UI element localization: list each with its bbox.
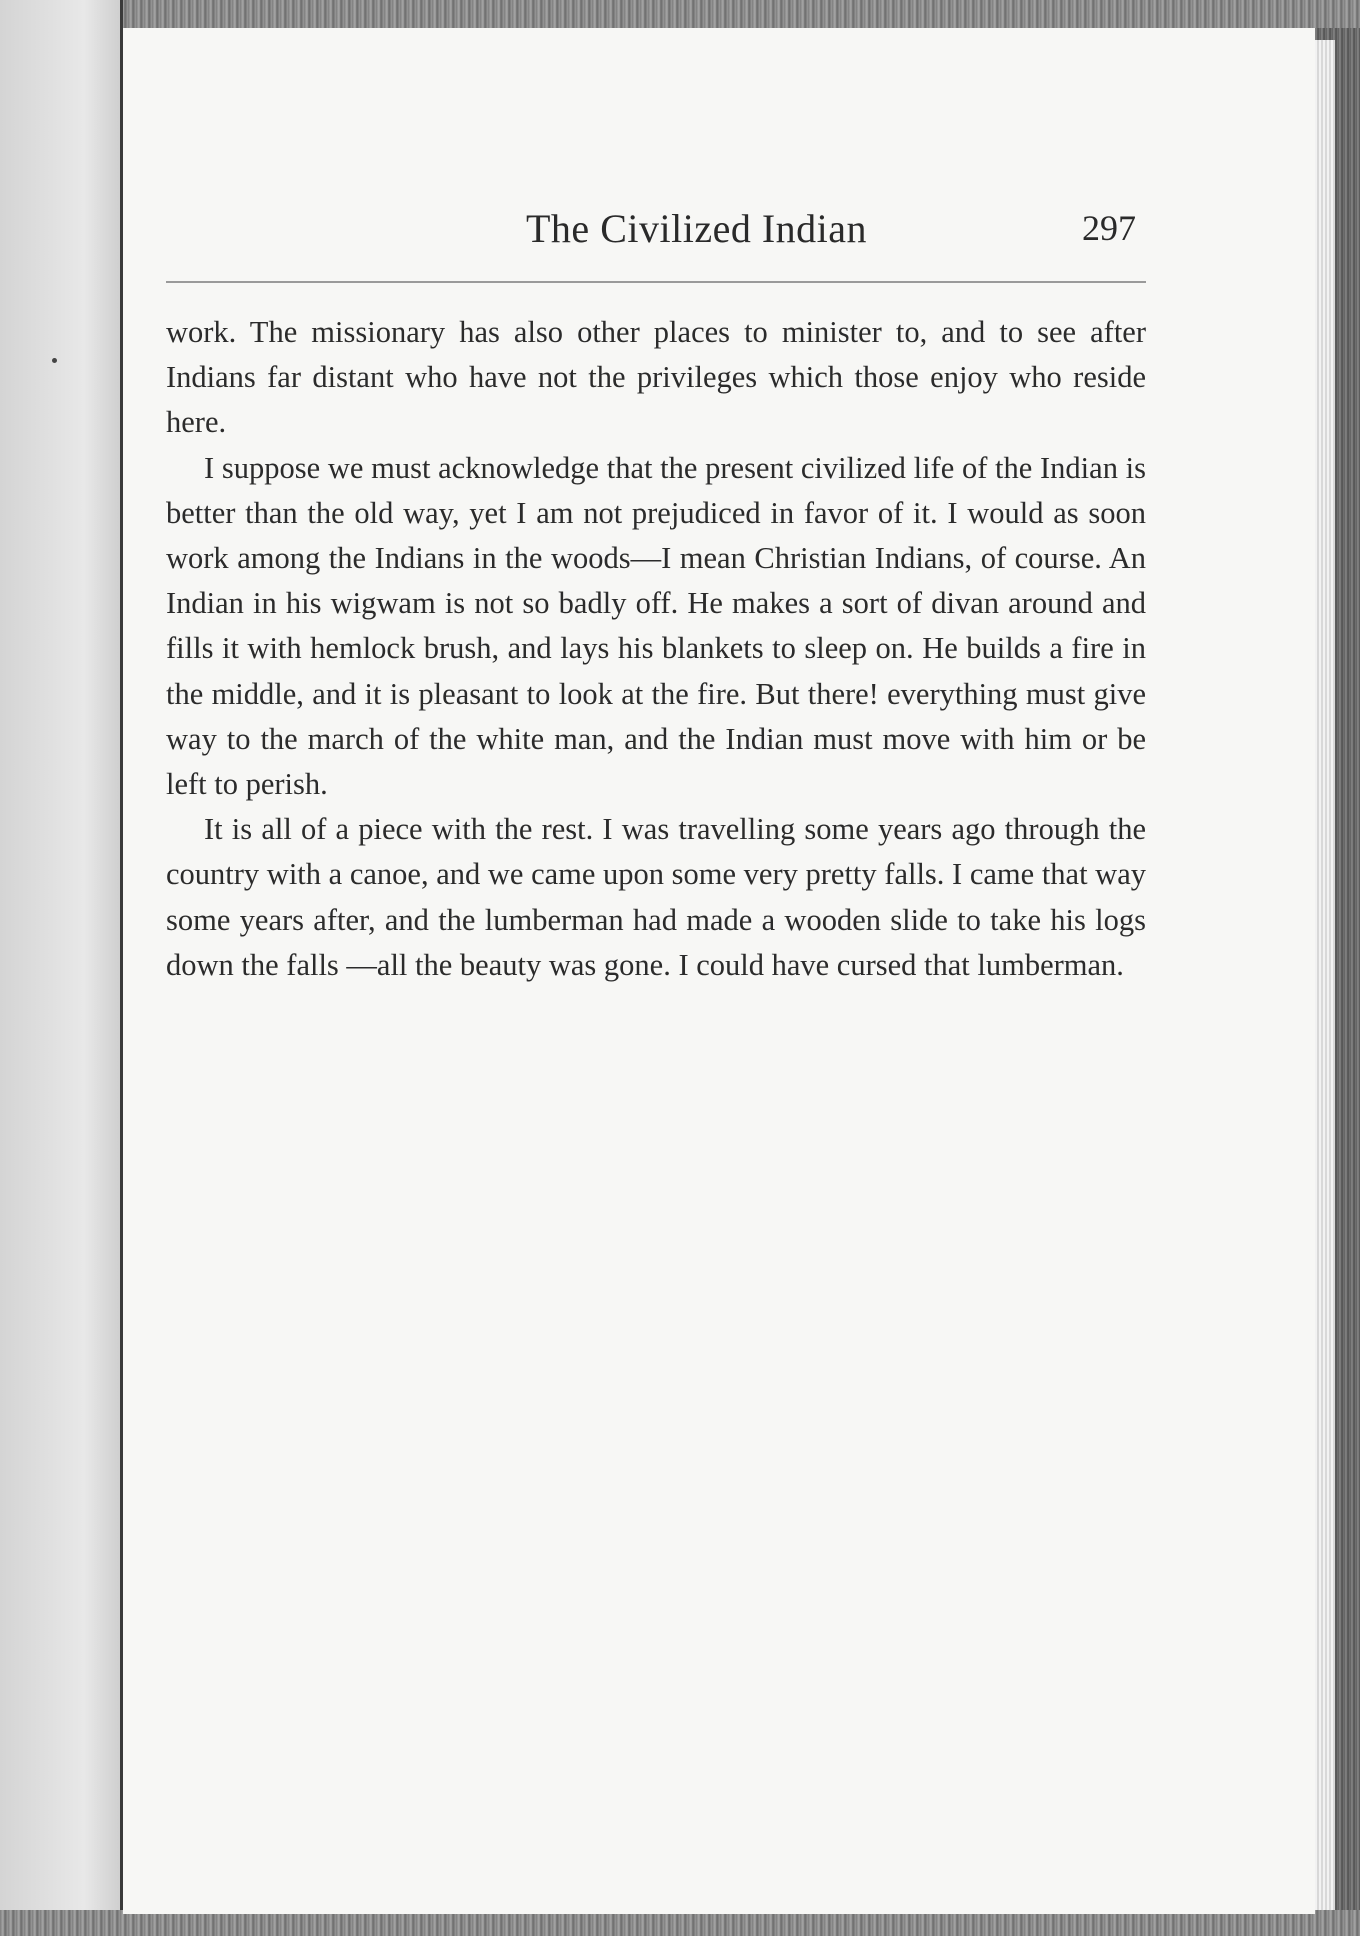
header-rule [166, 281, 1146, 283]
book-spine-edge [0, 0, 123, 1936]
scan-speck [52, 358, 57, 363]
running-header [166, 205, 1146, 265]
paragraph: work. The missionary has also other places to minister to, and to see after Indians far distant who have not the privileges which those enjoy who reside here. [166, 315, 1146, 440]
page-number: 297 [1082, 208, 1136, 248]
paragraph: I suppose we must acknowledge that the present civilized life of the Indian is better than the old way, yet I am not prejudiced in favor of it. I would as soon work among the Indians in the woods—I mean Christian Indians, of course. An Indian in his wigwam is not so badly off. He makes a sort of divan around and fills it with hemlock brush, and lays his blankets to sleep on. He builds a fire in the middle, and it is pleasant to look at the fire. But there! everything must give way to the march of the white man, and the Indian must move with him or be left to perish. [166, 450, 1146, 802]
book-top-edge [0, 0, 1360, 28]
page-stack-edge [1315, 40, 1335, 1920]
body-text [166, 310, 1146, 988]
chapter-title: The Civilized Indian [526, 206, 868, 251]
paragraph: It is all of a piece with the rest. I was travelling some years ago through the country with a canoe, and we came upon some very pretty falls. I came that way some years after, and the lumberman had made a wooden slide to take his logs down the falls —all the beauty was gone. I could have cursed that lumberman. [166, 812, 1146, 982]
